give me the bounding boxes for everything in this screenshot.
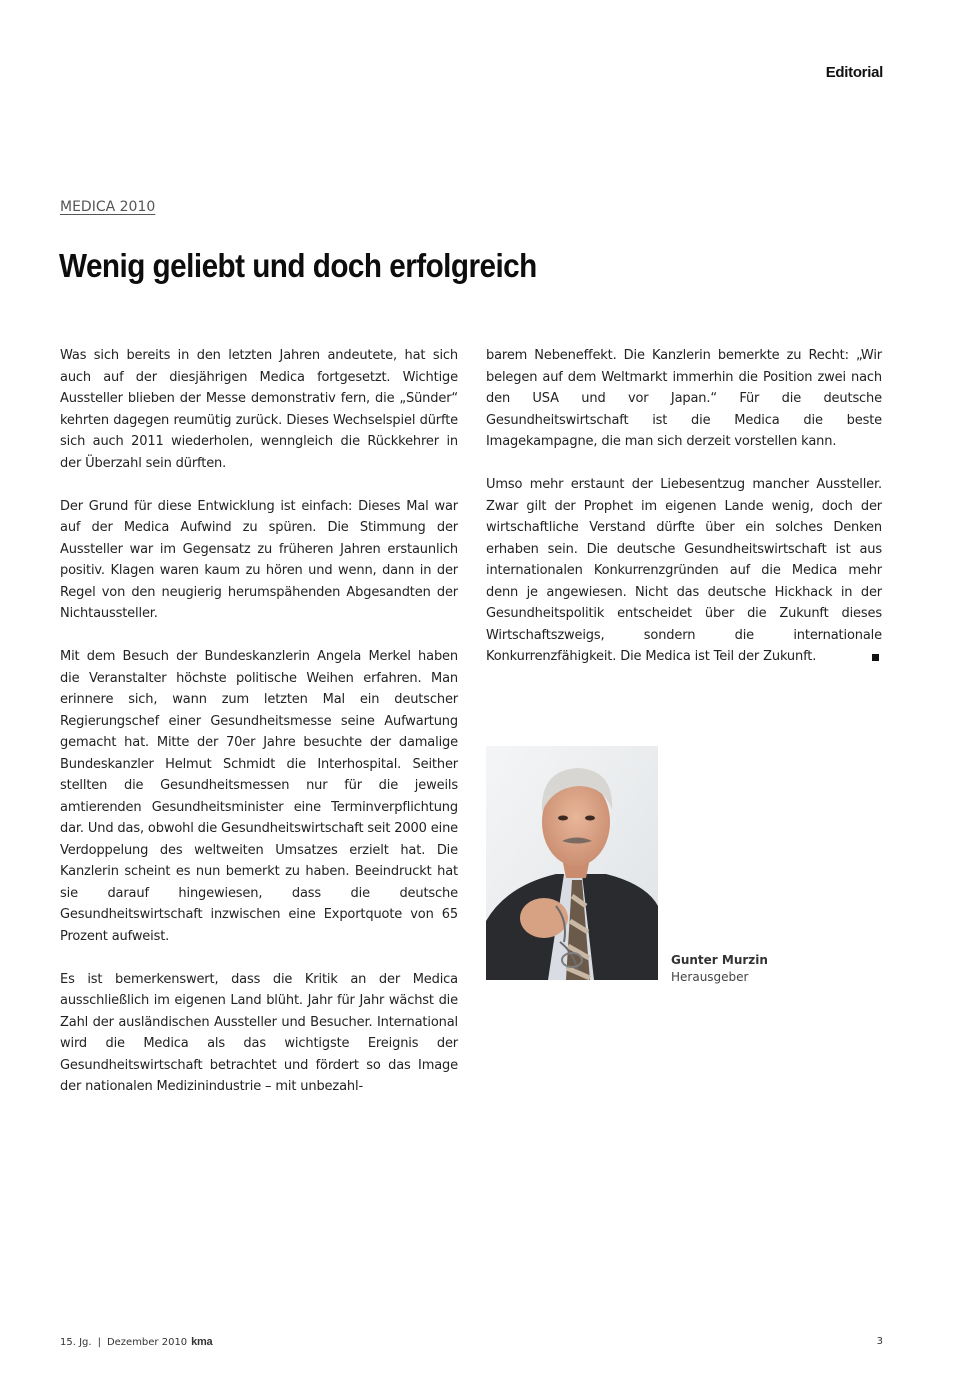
page-number: 3 — [876, 1336, 883, 1347]
footer-issue: Dezember 2010 — [106, 1337, 188, 1348]
article-kicker[interactable]: MEDICA 2010 — [60, 199, 156, 215]
paragraph: Der Grund für diese Entwicklung ist einfach: Dieses Mal war auf der Medica Aufwind zu spüren. Die Stimmung der Aussteller war im Gegensatz zu früheren Jahren erstaunlich positiv. Klagen waren kaum zu hören und wenn, dann in der Regel von den neugierig herumspähenden Abgesandten der Nichtaussteller. — [60, 498, 458, 621]
paragraph: Mit dem Besuch der Bundeskanzlerin Angela Merkel haben die Veranstalter höchste politische Weihen erfahren. Man erinnere sich, wann zum letzten Mal ein deutscher Regierungschef einer Gesundheitsmesse seine Aufwartung gemacht hat. Mitte der 70er Jahre besuchte der damalige Bundeskanzler Helmut Schmidt die Interhospital. Seither stellten die Gesundheitsmessen nur für die jeweils amtierenden Gesundheitsminister eine Terminverpflichtung dar. Und das, obwohl die Gesundheitswirtschaft seit 2000 eine Verdoppelung des weltweiten Umsatzes erzielt hat. Die Kanzlerin scheint es nun bemerkt zu haben. Beeindruckt hat sie darauf hingewiesen, dass die deutsche Gesundheitswirtschaft inzwischen eine Exportquote von 65 Prozent aufweist. — [60, 649, 459, 944]
footer-separator: | — [97, 1337, 101, 1348]
paragraph: Was sich bereits in den letzten Jahren andeutete, hat sich auch auf der diesjährigen Medica fortgesetzt. Wichtige Aussteller blieben der Messe demonstrativ fern, die „Sünder“ kehrten dagegen reumütig zurück. Dieses Wechselspiel dürfte sich auch 2011 wiederholen, wenngleich die Rückkehrer in der Überzahl sein dürften. — [60, 348, 458, 471]
article-title: Wenig geliebt und doch erfolgreich — [59, 247, 537, 284]
article-column-left — [60, 345, 458, 1098]
paragraph-text: Umso mehr erstaunt der Liebesentzug mancher Aussteller. Zwar gilt der Prophet im eigenen Lande wenig, doch der wirtschaftliche Verstand dürfte über ein solches Denken erhaben sein. Die deutsche Gesundheitswirtschaft ist aus internationalen Konkurrenzgründen auf die Medica mehr denn je angewiesen. Nicht das deutsche Hickhack in der Gesundheitspolitik entscheidet über die Zukunft dieses Wirtschaftszweigs, sondern die internationale Konkurrenzfähigkeit. Die Medica ist Teil der Zukunft. — [486, 477, 882, 664]
section-label: Editorial — [825, 64, 883, 81]
paragraph: Es ist bemerkenswert, dass die Kritik an der Medica ausschließlich im eigenen Land blüht. Jahr für Jahr wächst die Zahl der ausländischen Aussteller und Besucher. International wird die Medica als das wichtigste Ereignis der Gesundheitswirtschaft betrachtet und fördert so das Image der nationalen Medizinindustrie – mit unbezahl- — [60, 971, 458, 1094]
end-of-article-icon — [872, 654, 879, 661]
author-role: Herausgeber — [671, 970, 749, 984]
article-column-right — [486, 345, 882, 668]
paragraph: barem Nebeneffekt. Die Kanzlerin bemerkte zu Recht: „Wir belegen auf dem Weltmarkt immerhin die Position zwei nach den USA und vor Japan.“ Für die deutsche Gesundheitswirtschaft ist die Medica die beste Imagekampagne, die man sich derzeit vorstellen kann. — [486, 348, 882, 449]
page-footer — [60, 1336, 212, 1348]
footer-brand-logo: kma — [191, 1336, 213, 1348]
author-photo — [486, 746, 658, 980]
author-name: Gunter Murzin — [671, 953, 768, 967]
paragraph-last — [486, 474, 882, 668]
footer-volume: 15. Jg. — [60, 1337, 92, 1348]
photo-caption — [671, 952, 768, 986]
